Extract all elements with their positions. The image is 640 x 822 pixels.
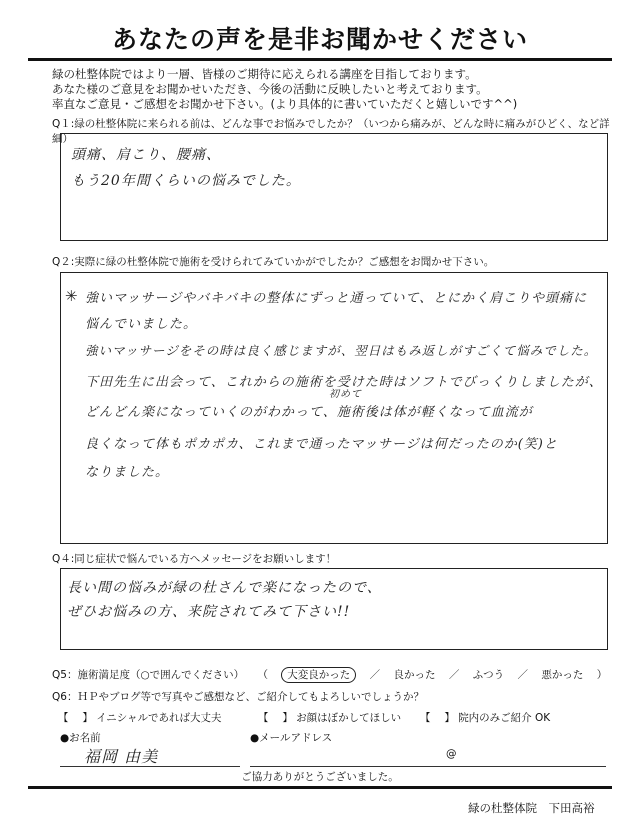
q4-answer-line: ぜひお悩みの方、来院されてみて下さい!! bbox=[67, 604, 351, 620]
q2-answer-line: 下田先生に出会って、これからの施術を受けた時はソフトでびっくりしましたが、 bbox=[85, 375, 603, 390]
intro-text bbox=[52, 67, 612, 112]
q5-row: Q5：施術満足度（○で囲んでください） （ 大変良かった ／ 良かった ／ ふつう ／ 悪かった ） bbox=[52, 669, 608, 681]
q6-option: イニシャルであれば大丈夫 bbox=[96, 712, 222, 724]
q2-insert-note: 初めて bbox=[329, 389, 362, 400]
q2-answer-box bbox=[60, 272, 608, 544]
email-label: ●メールアドレス bbox=[250, 732, 333, 744]
q4-label: Q４:同じ症状で悩んでいる方へメッセージをお願いします！ bbox=[52, 553, 337, 565]
q6-label: Q6：ＨＰやブログ等で写真やご感想など、ご紹介してもよろしいでしょうか？ bbox=[52, 691, 424, 703]
thanks-text: ご協力ありがとうございました。 bbox=[241, 771, 399, 783]
q4-answer-box bbox=[60, 568, 608, 650]
q6-option: 院内のみご紹介 OK bbox=[458, 712, 551, 724]
q2-answer-line: 強いマッサージやバキバキの整体にずっと通っていて、とにかく肩こりや頭痛に bbox=[85, 291, 588, 306]
q6-option: お顔はぼかしてほしい bbox=[296, 712, 402, 724]
q5-option[interactable]: 悪かった bbox=[541, 669, 584, 681]
q1-answer-box bbox=[60, 133, 608, 241]
bullet-icon: ● bbox=[60, 732, 70, 744]
q2-label: Q２:実際に緑の杜整体院で施術を受けられてみていかがでしたか？ご感想をお聞かせ下さい。 bbox=[52, 256, 495, 268]
checkbox-bracket[interactable]: 【 】 bbox=[258, 712, 293, 724]
q6-option-row bbox=[58, 710, 222, 725]
page-title: あなたの声を是非お聞かせください bbox=[111, 25, 528, 54]
q5-option[interactable]: ふつう bbox=[472, 669, 505, 681]
q2-answer-line: 悩んでいました。 bbox=[85, 317, 198, 332]
footer-divider bbox=[28, 786, 612, 789]
q1-answer-line: 頭痛、肩こり、腰痛、 bbox=[71, 147, 221, 163]
title-divider bbox=[28, 58, 612, 61]
q5-option-selected[interactable]: 大変良かった bbox=[281, 667, 356, 683]
checkbox-bracket[interactable]: 【 】 bbox=[58, 712, 93, 724]
q5-option[interactable]: 良かった bbox=[393, 669, 436, 681]
intro-line: 率直なご意見・ご感想をお聞かせ下さい。(より具体的に書いていただくと嬉しいです^^) bbox=[52, 97, 518, 111]
q2-answer-line: 強いマッサージをその時は良く感じますが、翌日はもみ返しがすごくて悩みでした。 bbox=[85, 343, 598, 358]
bullet-icon: ● bbox=[250, 732, 260, 744]
email-at-symbol: @ bbox=[446, 748, 457, 760]
email-underline bbox=[250, 766, 606, 767]
q6-option-row bbox=[258, 710, 401, 725]
footer-signature: 緑の杜整体院 下田高裕 bbox=[468, 801, 595, 815]
q2-answer-line: どんどん楽になっていくのがわかって、施術後は体が軽くなって血流が bbox=[85, 405, 533, 420]
scribble-mark: ✳ bbox=[65, 287, 79, 305]
name-label: ●お名前 bbox=[60, 732, 101, 744]
q6-option-row bbox=[420, 710, 550, 725]
q5-label: Q5：施術満足度（○で囲んでください） bbox=[52, 669, 245, 681]
intro-line: あなた様のご意見をお聞かせいただき、今後の活動に反映したいと考えております。 bbox=[52, 82, 488, 96]
checkbox-bracket[interactable]: 【 】 bbox=[420, 712, 455, 724]
q1-label: Q１:緑の杜整体院に来られる前は、どんな事でお悩みでしたか？（いつから痛みが、どんな時に痛みがひどく、など詳細） bbox=[52, 118, 610, 145]
name-value: 福岡 由美 bbox=[84, 747, 159, 766]
q2-answer-line: 良くなって体もポカポカ、これまで通ったマッサージは何だったのか(笑)と bbox=[85, 437, 558, 452]
q1-answer-line: もう20年間くらいの悩みでした。 bbox=[71, 173, 301, 189]
q2-answer-line: なりました。 bbox=[85, 465, 170, 480]
intro-line: 緑の杜整体院ではより一層、皆様のご期待に応えられる講座を目指しております。 bbox=[52, 67, 477, 81]
name-underline bbox=[60, 766, 240, 767]
q4-answer-line: 長い間の悩みが緑の杜さんで楽になったので、 bbox=[67, 580, 382, 596]
